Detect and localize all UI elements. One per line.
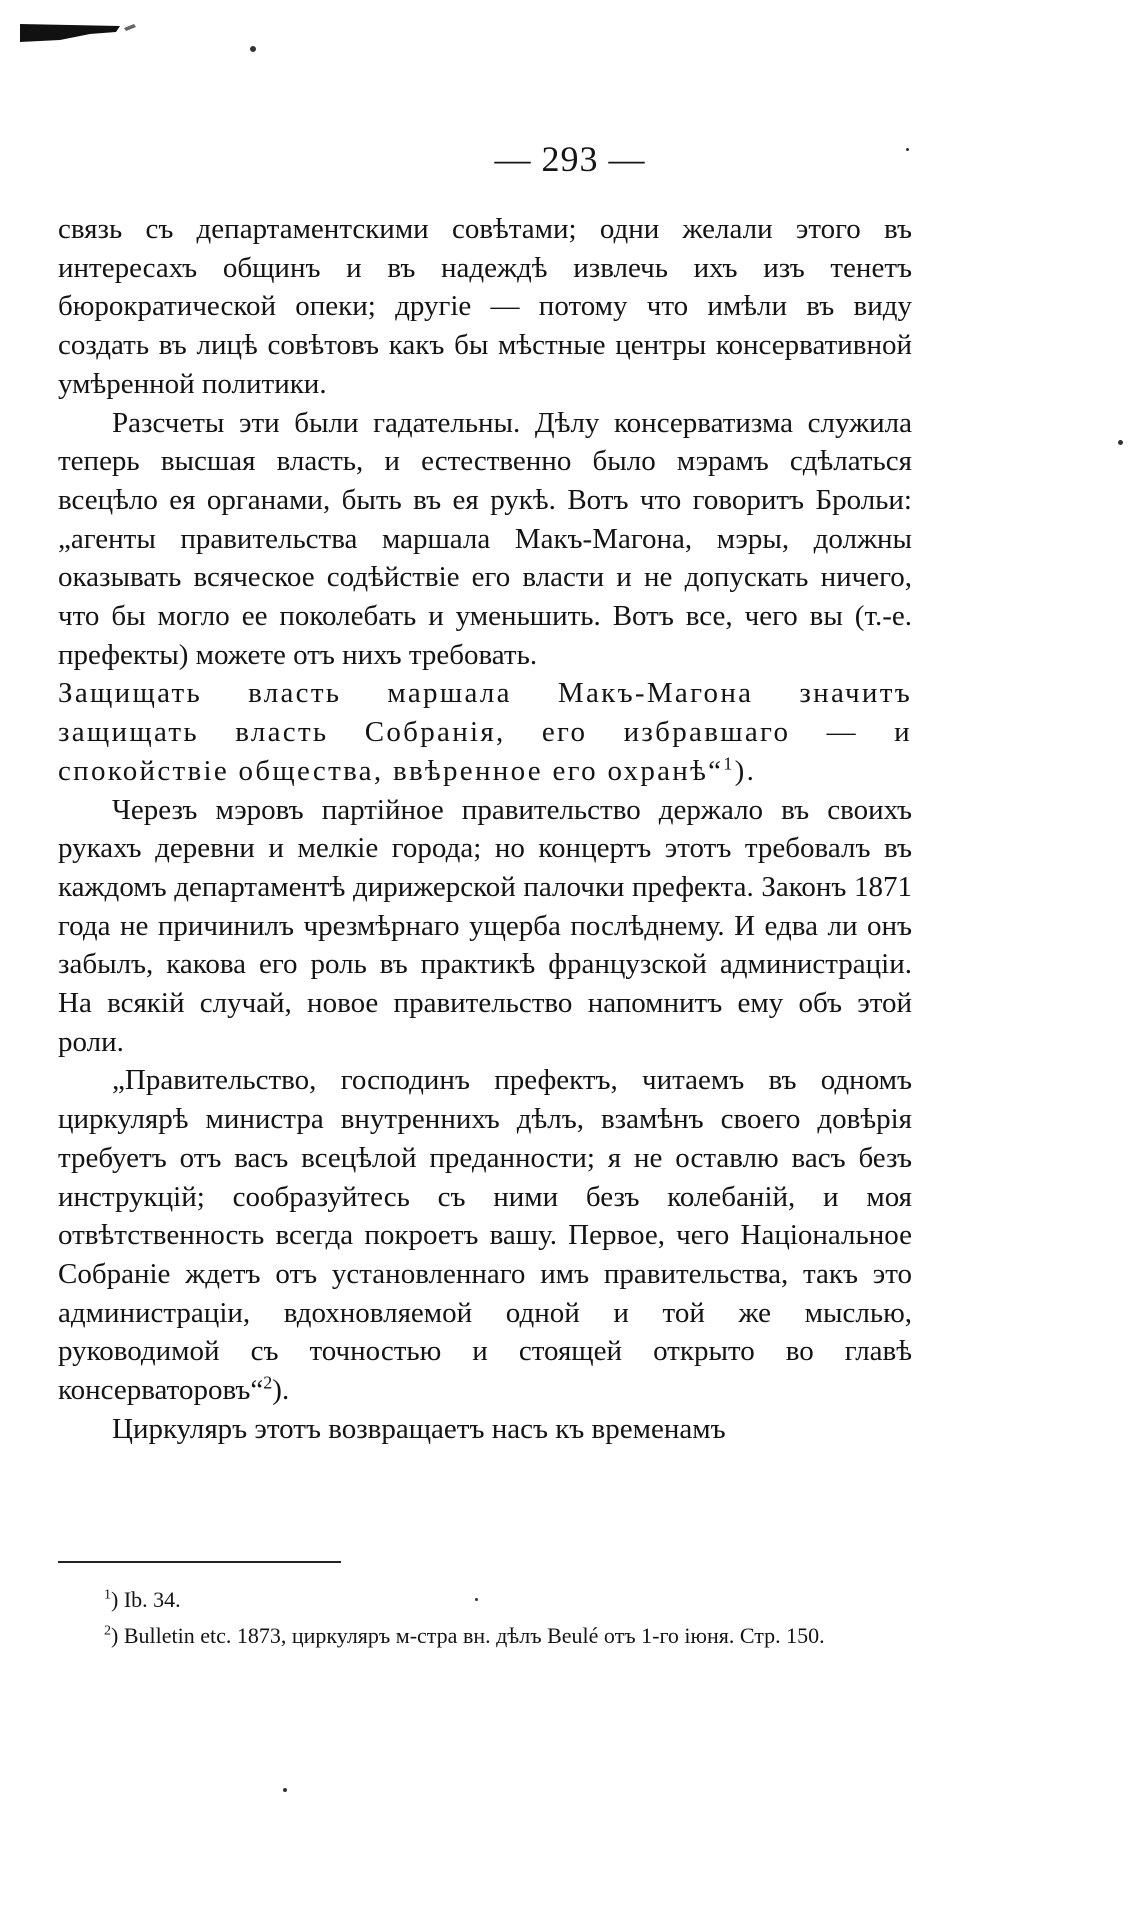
- footnote-divider: [58, 1561, 341, 1563]
- scan-speck: [906, 148, 909, 151]
- footnote-text: ) Ib. 34.: [111, 1587, 181, 1612]
- footnote-ref: 2: [263, 1372, 273, 1393]
- paragraph: [58, 1410, 912, 1449]
- scan-speck: [475, 1598, 478, 1601]
- footnote-text: ) Bulletin etc. 1873, циркуляръ м-стра вн. дѣлъ Beulé отъ 1-го іюня. Стр. 150.: [111, 1623, 825, 1648]
- paragraph: [58, 791, 912, 1062]
- paragraph: [58, 1061, 912, 1409]
- footnote: [58, 1618, 912, 1654]
- paragraph: [58, 210, 912, 404]
- paragraph-text: связь съ департаментскими совѣтами; одни желали этого въ интересахъ общинъ и въ надеждѣ извлечь ихъ изъ тенетъ бюрократической опеки; другіе — потому что имѣли въ виду создать въ лицѣ совѣтовъ какъ бы мѣстные центры консервативной умѣренной политики.: [58, 213, 912, 400]
- scan-speck: [283, 1788, 287, 1792]
- footnote-ref: 1: [723, 753, 735, 774]
- main-text: [58, 210, 912, 1449]
- footnotes: [58, 1582, 912, 1654]
- paragraph-text: Разсчеты эти были гадательны. Дѣлу консерватизма служила теперь высшая власть, и естественно было мэрамъ сдѣлаться всецѣло ея органами, быть въ ея рукѣ. Вотъ что говоритъ Брольи: „агенты правительства маршала Макъ-Магона, мэры, должны оказывать всяческое содѣйствіе его власти и не допускать ничего, что бы могло ее поколебать и уменьшить. Вотъ все, чего вы (т.-е. префекты) можете отъ нихъ требовать.: [58, 406, 912, 671]
- paragraph-text: „Правительство, господинъ префектъ, читаемъ въ одномъ циркулярѣ министра внутреннихъ дѣлъ, взамѣнъ своего довѣрія требуетъ отъ васъ всецѣлой преданности; я не оставлю васъ безъ инструкцій; сообразуйтесь съ ними безъ колебаній, и моя отвѣтственность всегда покроетъ вашу. Первое, чего Національное Собраніе ждетъ отъ установленнаго имъ правительства, такъ это администраціи, вдохновляемой одной и той же мыслью, руководимой съ точностью и стоящей открыто во главѣ консерваторовъ“: [58, 1064, 912, 1407]
- footnote-marker: 2: [104, 1623, 111, 1639]
- footnote-marker: 1: [104, 1587, 111, 1603]
- scan-speck: [250, 46, 256, 52]
- paragraph: [58, 404, 912, 675]
- paragraph-text: Защищать власть маршала Макъ-Магона значитъ защищать власть Собранія, его избравшаго — и спокойствіе общества, ввѣренное его охранѣ“: [58, 677, 912, 787]
- paragraph-tail: ).: [734, 754, 757, 787]
- page-number: — 293 —: [494, 139, 646, 179]
- scan-speck: [1118, 440, 1123, 445]
- paragraph-tail: ).: [272, 1374, 290, 1407]
- scan-smudge-mark: [20, 18, 140, 44]
- paragraph-spaced: [58, 674, 912, 790]
- paragraph-text: Черезъ мэровъ партійное правительство держало въ своихъ рукахъ деревни и мелкіе города; но концертъ этотъ требовалъ въ каждомъ департаментѣ дирижерской палочки префекта. Законъ 1871 года не причинилъ чрезмѣрнаго ущерба послѣднему. И едва ли онъ забылъ, какова его роль въ практикѣ французской администраціи. На всякій случай, новое правительство напомнитъ ему объ этой роли.: [58, 793, 912, 1058]
- footnote: [58, 1582, 912, 1618]
- paragraph-text: Циркуляръ этотъ возвращаетъ насъ къ временамъ: [112, 1412, 726, 1445]
